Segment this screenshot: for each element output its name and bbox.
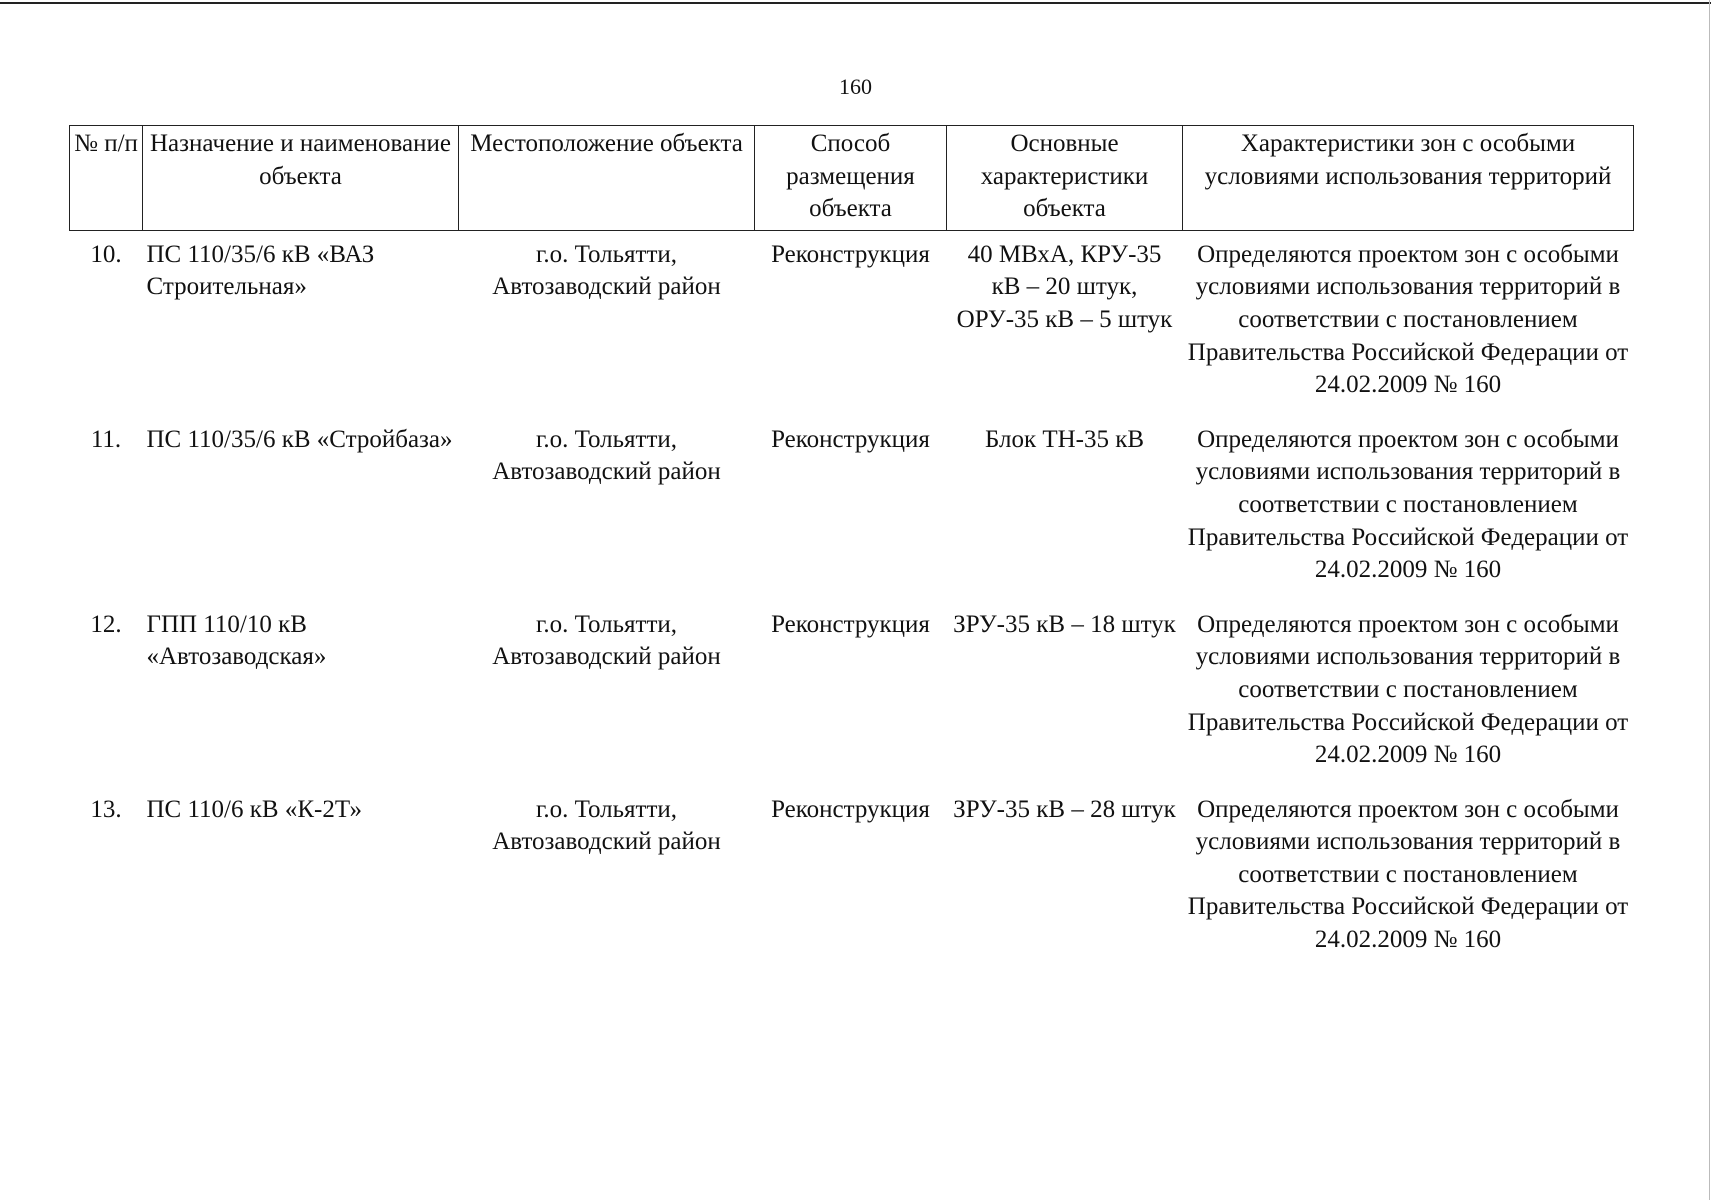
object-characteristics: Блок ТН-35 кВ xyxy=(984,425,1145,453)
object-location: г.о. Тольятти, Автозаводский район xyxy=(492,240,721,301)
zone-characteristics: Определяются проектом зон с особыми условиями использования территорий в соответствии с постановлением Правительства Российской Федерации от 24.02.2009 № 160 xyxy=(1187,425,1629,584)
object-characteristics: ЗРУ-35 кВ – 18 штук xyxy=(953,610,1176,638)
header-num: № п/п xyxy=(70,126,143,231)
object-characteristics: ЗРУ-35 кВ – 28 штук xyxy=(953,795,1176,823)
placement-method: Реконструкция xyxy=(771,425,930,453)
scan-edge-right xyxy=(1709,0,1710,1200)
table-row xyxy=(70,402,1634,587)
header-method: Способ размещения объекта xyxy=(755,126,947,231)
object-location: г.о. Тольятти, Автозаводский район xyxy=(492,795,721,856)
object-characteristics: 40 МВхА, КРУ-35 кВ – 20 штук, ОРУ-35 кВ – 5 штук xyxy=(956,240,1173,333)
row-number: 13. xyxy=(90,795,122,823)
placement-method: Реконструкция xyxy=(771,240,930,268)
zone-characteristics: Определяются проектом зон с особыми условиями использования территорий в соответствии с постановлением Правительства Российской Федерации от 24.02.2009 № 160 xyxy=(1187,610,1629,769)
row-number: 10. xyxy=(90,240,122,268)
placement-method: Реконструкция xyxy=(771,795,930,823)
table-row xyxy=(70,587,1634,772)
zone-characteristics: Определяются проектом зон с особыми условиями использования территорий в соответствии с постановлением Правительства Российской Федерации от 24.02.2009 № 160 xyxy=(1187,240,1629,399)
objects-table xyxy=(69,125,1634,957)
object-name: ПС 110/6 кВ «К-2Т» xyxy=(146,795,362,823)
header-location: Местоположение объекта xyxy=(459,126,755,231)
object-name: ПС 110/35/6 кВ «Стройбаза» xyxy=(146,425,453,453)
object-location: г.о. Тольятти, Автозаводский район xyxy=(492,425,721,486)
table-row xyxy=(70,230,1634,401)
page-number: 160 xyxy=(839,74,872,99)
row-number: 11. xyxy=(90,425,122,453)
object-name: ПС 110/35/6 кВ «ВАЗ Строительная» xyxy=(146,240,375,301)
zone-characteristics: Определяются проектом зон с особыми условиями использования территорий в соответствии с постановлением Правительства Российской Федерации от 24.02.2009 № 160 xyxy=(1187,795,1629,954)
header-characteristics: Основные характеристики объекта xyxy=(947,126,1183,231)
scan-edge-top xyxy=(0,2,1711,4)
header-zones: Характеристики зон с особыми условиями использования территорий xyxy=(1183,126,1634,231)
object-location: г.о. Тольятти, Автозаводский район xyxy=(492,610,721,671)
table-row xyxy=(70,772,1634,957)
row-number: 12. xyxy=(90,610,122,638)
table-header-row xyxy=(70,126,1634,231)
header-name: Назначение и наименование объекта xyxy=(143,126,459,231)
placement-method: Реконструкция xyxy=(771,610,930,638)
object-name: ГПП 110/10 кВ «Автозаводская» xyxy=(146,610,327,671)
